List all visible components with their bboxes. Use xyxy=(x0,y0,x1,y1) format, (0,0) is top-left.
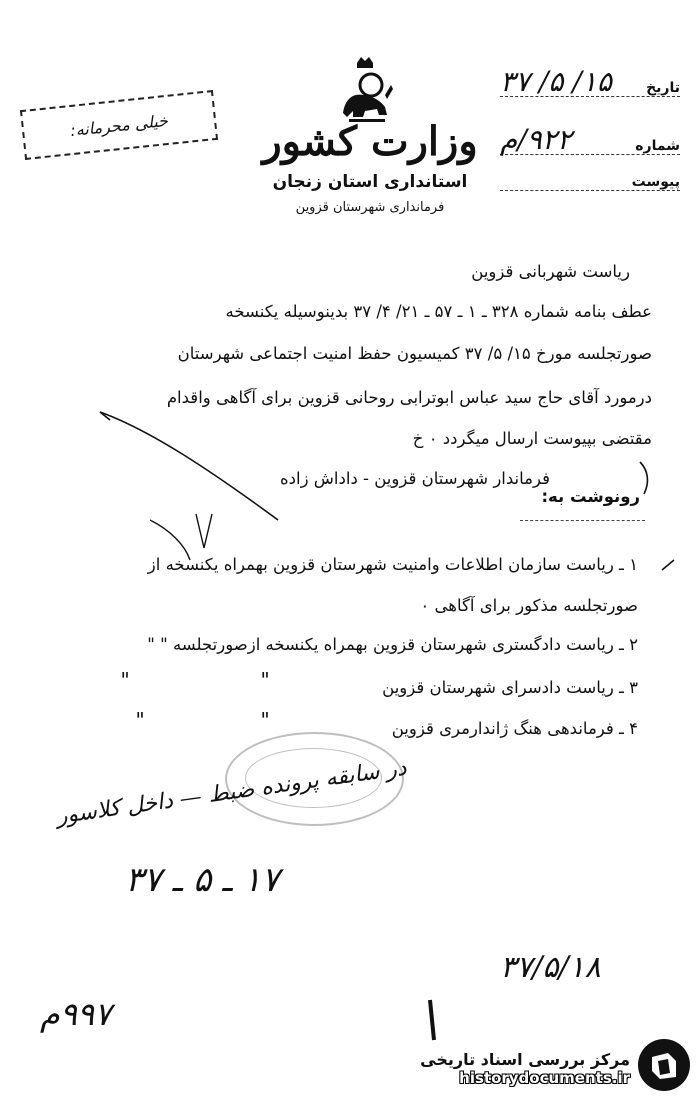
archive-watermark xyxy=(420,1050,630,1087)
handwritten-number: ۹۹۷م xyxy=(40,995,112,1033)
attachment-label: پیوست xyxy=(631,174,680,190)
cc-label: رونوشت به: xyxy=(541,487,640,506)
ditto-mark: " xyxy=(135,708,145,732)
cc-item-1-cont: صورتجلسه مذکور برای آگاهی ۰ xyxy=(420,596,638,615)
archive-logo-icon xyxy=(638,1039,690,1091)
archive-url: historydocuments.ir xyxy=(459,1069,630,1087)
number-label: شماره xyxy=(635,138,680,154)
signature-line: فرماندار شهرستان قزوین - داداش زاده xyxy=(280,469,550,488)
cc-item-3: ۳ ـ ریاست دادسرای شهرستان قزوین xyxy=(382,678,638,697)
handwritten-note: در سابقه پرونده ضبط — داخل کلاسور xyxy=(54,755,409,830)
addressee: ریاست شهربانی قزوین xyxy=(471,262,630,281)
body-line-1: عطف بنامه شماره ۳۲۸ ـ ۱ ـ ۵۷ ـ ۲۱/ ۴/ ۳۷ بدینوسیله یکنسخه xyxy=(225,302,652,321)
body-line-2: صورتجلسه مورخ ۱۵/ ۵/ ۳۷ کمیسیون حفظ امنیت اجتماعی شهرستان xyxy=(177,344,652,363)
province-title: استانداری استان زنجان xyxy=(272,172,468,192)
cc-underline xyxy=(520,520,645,521)
body-line-4: مقتضی بپیوست ارسال میگردد ۰ خ xyxy=(412,429,652,448)
ditto-mark: " xyxy=(260,668,270,692)
attachment-field xyxy=(500,162,680,191)
handwritten-date: ۱۷ ـ ۵ ـ ۳۷ xyxy=(125,860,280,900)
archive-title: مرکز بررسی اسناد تاریخی xyxy=(420,1050,630,1069)
body-line-3: درمورد آقای حاج سید عباس ابوترابی روحانی قزوین برای آگاهی واقدام xyxy=(166,388,652,407)
number-field xyxy=(500,123,680,156)
date-label: تاریخ xyxy=(646,80,680,96)
number-value: ۹۲۲/م xyxy=(500,123,572,156)
cc-item-1: ۱ ـ ریاست سازمان اطلاعات وامنیت شهرستان قزوین بهمراه یکنسخه از xyxy=(147,555,638,574)
ministry-title: وزارت کشور xyxy=(262,118,478,165)
ditto-mark: " xyxy=(260,708,270,732)
date-value: ۱۵/ ۵/ ۳۷ xyxy=(500,65,612,98)
handwritten-date-bottom: ۳۷/۵/۱۸ xyxy=(500,950,601,985)
governorate-title: فرمانداری شهرستان قزوین xyxy=(295,200,445,215)
classification-stamp: خیلی محرمانه: xyxy=(20,90,218,160)
ditto-mark: " xyxy=(120,668,130,692)
date-field xyxy=(500,65,680,98)
cc-item-4: ۴ ـ فرماندهی هنگ ژاندارمری قزوین xyxy=(391,719,638,738)
cc-item-2: ۲ ـ ریاست دادگستری شهرستان قزوین بهمراه یکنسخه ازصورتجلسه " " xyxy=(147,635,638,654)
lion-and-sun-emblem-icon xyxy=(335,55,395,125)
